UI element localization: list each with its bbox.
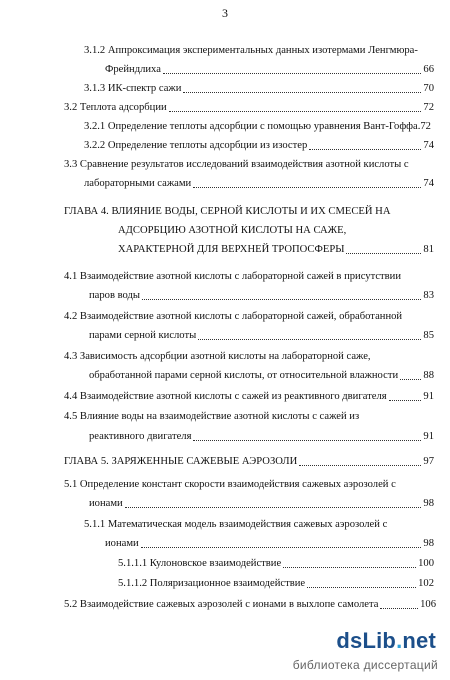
toc-entry-5-1: ионами 98 (89, 498, 434, 509)
toc-entry-5-2: 5.2 Взаимодействие сажевых аэрозолей с ионами в выхлопе самолета 106 (64, 599, 436, 610)
toc-entry-5-1-1-1: 5.1.1.1 Кулоновское взаимодействие 100 (118, 558, 434, 569)
toc-entry-4-3: обработанной парами серной кислоты, от относительной влажности 88 (89, 370, 434, 381)
toc-line-5-1: 5.1 Определение констант скорости взаимодействия сажевых аэрозолей с (64, 479, 396, 490)
toc-entry-4-1: паров воды 83 (89, 290, 434, 301)
toc-line-4-1: 4.1 Взаимодействие азотной кислоты с лабораторной сажей в присутствии (64, 271, 402, 282)
toc-line-4-2: 4.2 Взаимодействие азотной кислоты с лабораторной сажей, обработанной (64, 311, 403, 322)
chapter-4-line1: ГЛАВА 4. ВЛИЯНИЕ ВОДЫ, СЕРНОЙ КИСЛОТЫ И ИХ СМЕСЕЙ НА (64, 206, 391, 217)
dslib-logo: dsLib.net (336, 628, 436, 653)
chapter-4-entry: ХАРАКТЕРНОЙ ДЛЯ ВЕРХНЕЙ ТРОПОСФЕРЫ 81 (118, 244, 434, 255)
toc-line-4-5: 4.5 Влияние воды на взаимодействие азотной кислоты с сажей из (64, 411, 360, 422)
dslib-subtitle: библиотека диссертаций (292, 658, 438, 672)
toc-entry-4-2: парами серной кислоты 85 (89, 330, 434, 341)
toc-line-4-3: 4.3 Зависимость адсорбции азотной кислоты на лабораторной саже, (64, 351, 371, 362)
toc-line-3-3: 3.3 Сравнение результатов исследований взаимодействия азотной кислоты с (64, 159, 409, 170)
chapter-5-entry: ГЛАВА 5. ЗАРЯЖЕННЫЕ САЖЕВЫЕ АЭРОЗОЛИ 97 (64, 456, 434, 467)
page-number: 3 (222, 6, 228, 20)
toc-entry-3-1-2: Фрейндлиха 66 (105, 64, 434, 75)
toc-entry-3-2-2: 3.2.2 Определение теплоты адсорбции из изостер 74 (84, 140, 434, 151)
toc-entry-3-3: лабораторными сажами 74 (84, 178, 434, 189)
toc-entry-3-2-1: 3.2.1 Определение теплоты адсорбции с помощью уравнения Вант-Гоффа.72 (84, 121, 431, 132)
toc-entry-3-2: 3.2 Теплота адсорбции 72 (64, 102, 434, 113)
toc-entry-4-4: 4.4 Взаимодействие азотной кислоты с сажей из реактивного двигателя 91 (64, 391, 434, 402)
toc-entry-5-1-1: ионами 98 (105, 538, 434, 549)
toc-entry-3-1-3: 3.1.3 ИК-спектр сажи 70 (84, 83, 434, 94)
toc-line-3-1-2: 3.1.2 Аппроксимация экспериментальных данных изотермами Ленгмюра- (84, 45, 418, 56)
chapter-4-line2: АДСОРБЦИЮ АЗОТНОЙ КИСЛОТЫ НА САЖЕ, (118, 225, 347, 236)
toc-line-5-1-1: 5.1.1 Математическая модель взаимодействия сажевых аэрозолей с (84, 519, 388, 530)
toc-entry-4-5: реактивного двигателя 91 (89, 431, 434, 442)
toc-entry-5-1-1-2: 5.1.1.2 Поляризационное взаимодействие 102 (118, 578, 434, 589)
